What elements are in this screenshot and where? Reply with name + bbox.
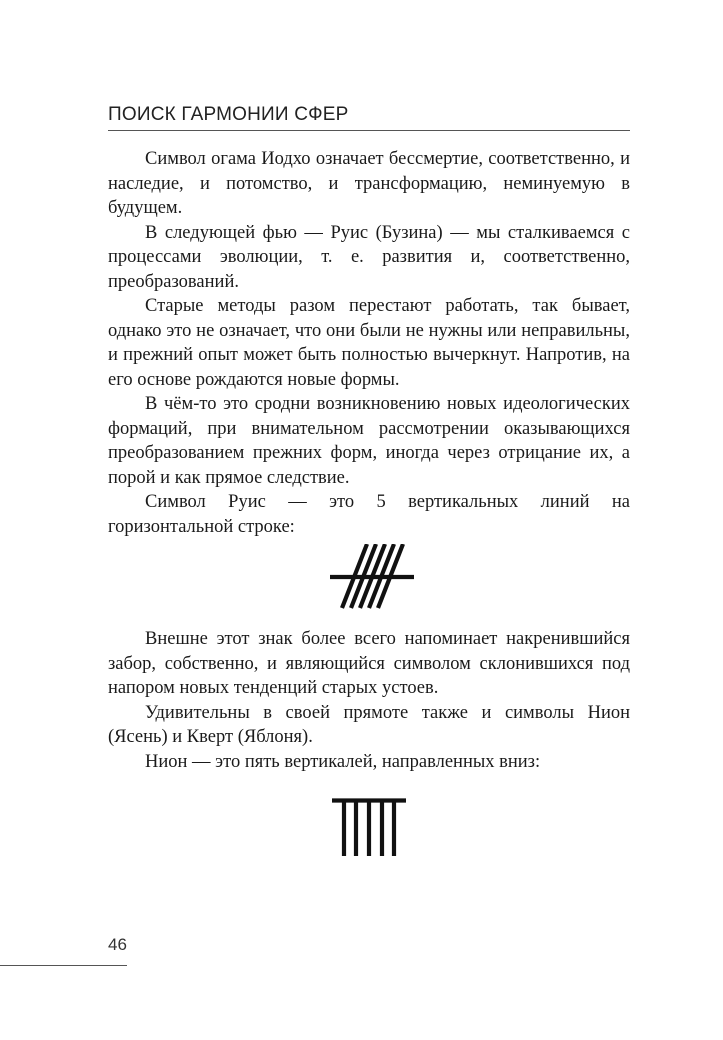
paragraph: Символ Руис — это 5 вертикальных линий на горизонтальной строке: — [108, 492, 630, 537]
paragraph: Нион — это пять вертикалей, направленных вниз: — [145, 751, 541, 772]
paragraph: Удивительны в своей прямоте также и символы Нион (Ясень) и Кверт (Яблоня). — [108, 702, 630, 747]
paragraph: Внешне этот знак более всего напоминает накренившийся забор, собственно, и являющийся символом склонившихся под напором новых тенденций старых устоев. — [108, 629, 630, 698]
header-rule — [108, 130, 630, 131]
paragraph: Старые методы разом перестают работать, так бывает, однако это не означает, что они были не нужны или неправильны, и прежний опыт может быть полностью вычеркнут. Напротив, на его основе рождаются новые формы. — [108, 296, 630, 390]
footer-rule — [0, 965, 127, 966]
text-block-bottom — [108, 627, 630, 774]
ogham-nion-icon — [332, 798, 406, 863]
page-number: 46 — [108, 935, 127, 954]
paragraph: Символ огама Иодхо означает бессмертие, соответственно, и наследие, и потомство, и трансформацию, неминуемую в будущем. — [108, 149, 630, 218]
paragraph: В следующей фью — Руис (Бузина) — мы сталкиваемся с процессами эволюции, т. е. развития и, соответственно, преобразований. — [108, 222, 630, 292]
running-head: ПОИСК ГАРМОНИИ СФЕР — [108, 104, 349, 125]
paragraph: В чём-то это сродни возникновению новых идеологических формаций, при внимательном рассмотрении оказывающихся преобразованием прежних форм, иногда через отрицание их, а порой и как прямое следствие. — [108, 394, 630, 488]
text-block-top — [108, 147, 630, 539]
ogham-ruis-icon — [330, 544, 416, 615]
